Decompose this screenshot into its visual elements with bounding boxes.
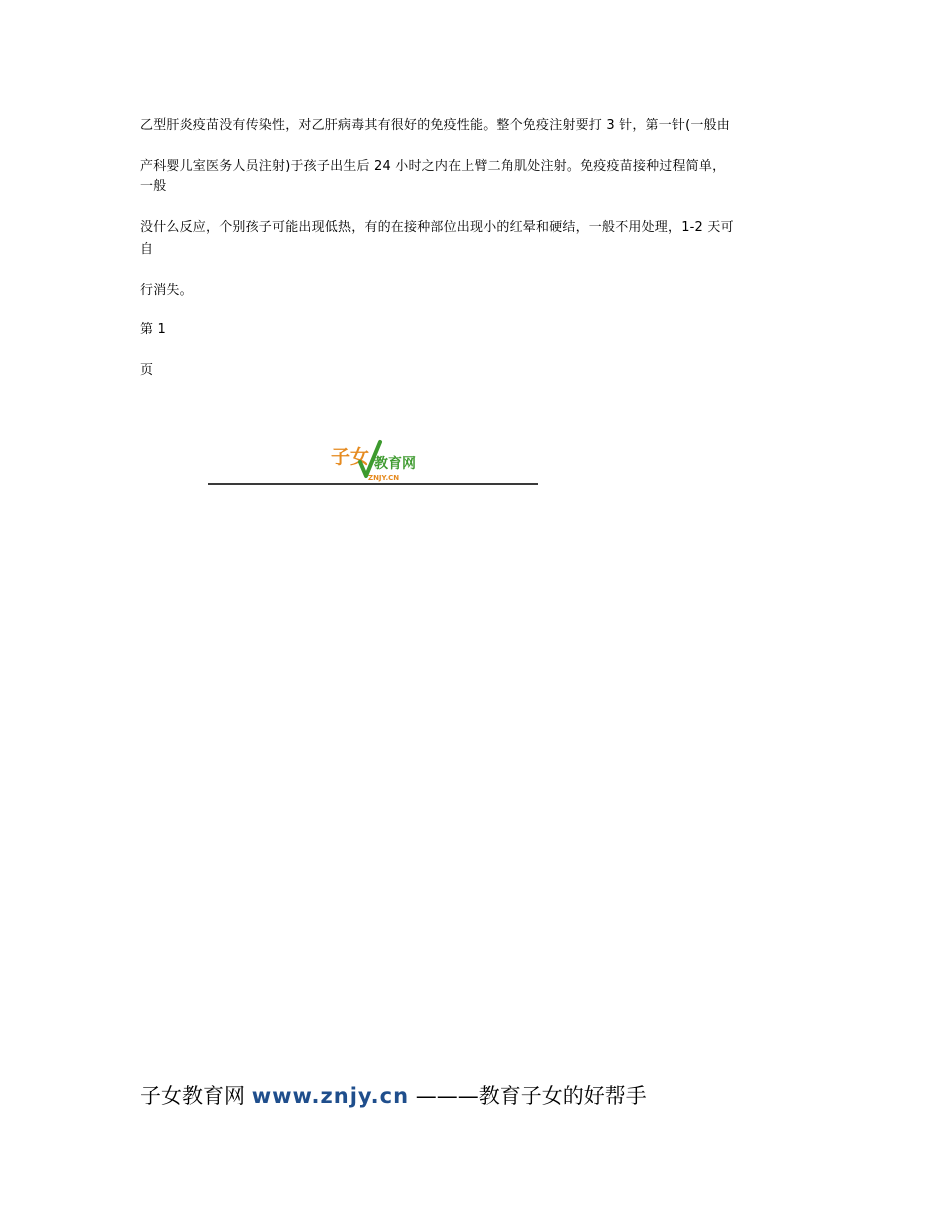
body-text-line: 产科婴儿室医务人员注射)于孩子出生后 24 小时之内在上臂二角肌处注射。免疫疫苗接种过程简单， [140,159,726,174]
logo-main-text: 子女 [331,446,370,468]
footer-slogan: ———教育子女的好帮手 [409,1084,647,1108]
body-text-line: 自 [140,242,154,257]
logo-secondary-text: 教育网 [374,456,416,472]
body-text-line: 没什么反应，个别孩子可能出现低热，有的在接种部位出现小的红晕和硬结，一般不用处理，1-2 天可 [140,220,734,235]
znjy-logo [330,436,426,482]
body-text-line: 乙型肝炎疫苗没有传染性，对乙肝病毒其有很好的免疫性能。整个免疫注射要打 3 针，第一针(一般由 [140,118,731,133]
footer-banner [140,1082,647,1110]
logo-domain-text: ZNJY.CN [368,474,400,482]
site-logo-block [208,436,538,488]
footer-site-name: 子女教育网 [140,1084,252,1108]
body-text-line: 一般 [140,179,167,194]
logo-divider [208,483,538,485]
footer-site-link[interactable]: www.znjy.cn [251,1084,410,1108]
page-number-unit: 页 [140,363,154,378]
page-number-label: 第 1 [140,322,167,337]
body-text-line: 行消失。 [140,283,193,298]
